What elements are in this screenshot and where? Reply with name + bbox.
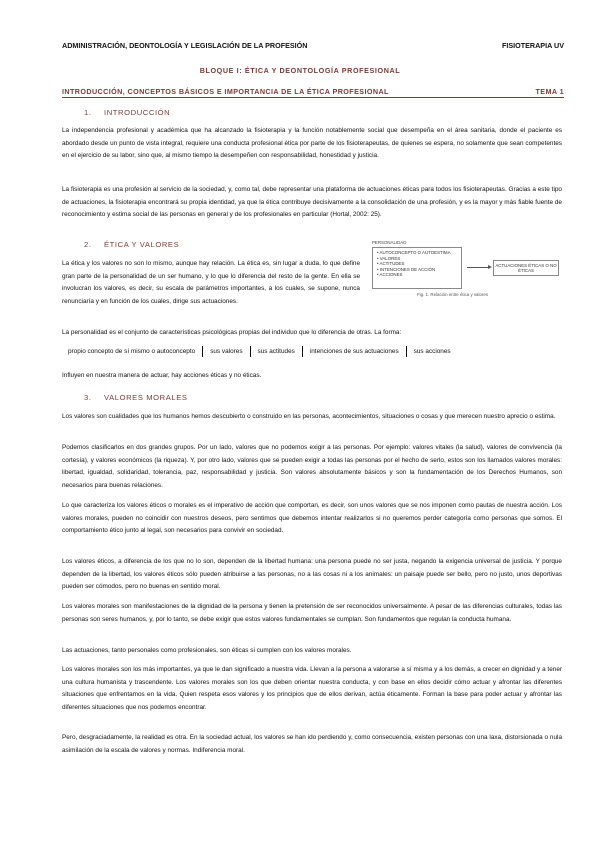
topic-number: TEMA 1	[535, 87, 564, 96]
paragraph: La fisioterapia es una profesión al servicio de la sociedad, y, como tal, debe representar una plataforma de actuaciones éticas para todos los fisioterapeutas. Gracias a este tipo de actuaciones, la fisioterapia encontrará su propia identidad, ya que la ética contribuye decisivamente a la consolidación de una profesión, y es la mayor y más fiable fuente de reconocimiento y estima social de las personas en general y de los profesionales en particular (Hortal, 2002: 25).	[62, 186, 562, 218]
personality-traits-row	[68, 346, 562, 357]
block-title: BLOQUE I: ÉTICA Y DEONTOLOGÍA PROFESIONAL	[199, 66, 401, 75]
paragraph: Podemos clasificarlos en dos grandes grupos. Por un lado, valores que no podemos exigir a las personas. Por ejemplo: valores vitales (la salud), valores de convivencia (la cortesía), y valores económicos (la riqueza). Y, por otro lado, valores que se pueden exigir a todas las personas por el hecho de serlo, estos son los llamados valores morales: libertad, igualdad, solidaridad, tolerancia, paz, responsabilidad y justicia. Son valores absolutamente básicos y son la fundamentación de los Derechos Humanos, son necesarios para buenas relaciones.	[62, 444, 562, 489]
figure-item: • INTENCIONES DE ACCIÓN	[377, 267, 457, 273]
trait-item: sus valores	[203, 346, 250, 357]
figure-item: • ACTITUDES	[377, 261, 457, 267]
paragraph: Los valores morales son manifestaciones de la dignidad de la persona y tienen la pretensión de ser reconocidos universalmente. A pesar de las diferencias culturales, todas las personas son seres humanos, y, por lo tanto, se debe exigir que estos valores fundamentales se cumplan. Son fundamentos que regulan la conducta humana.	[62, 603, 562, 623]
trait-item: propio concepto de sí mismo o autoconcepto	[68, 346, 203, 357]
paragraph: Influyen en nuestra manera de actuar, hay acciones éticas y no éticas.	[62, 372, 262, 379]
paragraph: Las actuaciones, tanto personales como profesionales, son éticas si cumplen con los valores morales.	[62, 647, 352, 654]
paragraph: La personalidad es el conjunto de características psicológicas propias del individuo que lo diferencia de otras. La forma:	[62, 329, 402, 336]
topic-title-row	[62, 87, 564, 98]
section-heading-3: 3. VALORES MORALES	[84, 393, 188, 402]
topic-title: INTRODUCCIÓN, CONCEPTOS BÁSICOS E IMPORTANCIA DE LA ÉTICA PROFESIONAL	[62, 87, 389, 96]
figure-personality-label: PERSONALIDAD	[372, 240, 407, 245]
personality-box	[372, 247, 462, 289]
arrow-right-icon	[467, 267, 489, 268]
actions-box: ACTUACIONES ÉTICAS O NO ÉTICAS	[493, 260, 559, 276]
paragraph: Los valores éticos, a diferencia de los que no lo son, dependen de la libertad humana: una persona puede no ser justa, negando la exigencia universal de justicia. Y porque dependen de la libertad, los valores éticos sólo pueden atribuirse a las personas, no a las cosas ni a los animales: un paisaje puede ser bello, pero no justo, unos deportivas pueden ser cómodos, pero no buenas en sentido moral.	[62, 558, 562, 590]
ethics-values-figure	[372, 240, 562, 302]
trait-item: sus acciones	[413, 348, 451, 355]
header-course-title: ADMINISTRACIÓN, DEONTOLOGÍA Y LEGISLACIÓN DE LA PROFESIÓN	[62, 41, 308, 50]
figure-item: • ACCIONES	[377, 272, 457, 278]
trait-item: intenciones de sus actuaciones	[303, 346, 407, 357]
section-heading-1: 1. INTRODUCCIÓN	[84, 108, 171, 117]
figure-caption: Fig. 1. Relación entre ética y valores	[417, 292, 489, 297]
paragraph: La independencia profesional y académica que ha alcanzado la fisioterapia y la función notablemente social que desempeña en el área sanitaria, donde el paciente es abordado desde un punto de vista integral, requiere una conducta profesional ética por parte de los fisioterapeutas, de quienes se espera, no solamente que sean competentes en el ejercicio de su labor, sino que, al mismo tiempo la desempeñen con responsabilidad, honestidad y justicia.	[62, 127, 562, 159]
paragraph: Lo que caracteriza los valores éticos o morales es el imperativo de acción que comportan, es decir, son unos valores que se nos imponen como pautas de nuestra acción. Los valores morales, pueden no coincidir con nuestros deseos, pero sentimos que debemos intentar realizarlos si no queremos perder categoría como personas que somos. El comportamiento ético junto al legal, son necesarios para convivir en sociedad.	[62, 502, 562, 534]
paragraph: Los valores son cualidades que los humanos hemos descubierto o construido en las personas, acontecimientos, situaciones o cosas y que merecen nuestro aprecio o estima.	[62, 413, 556, 420]
page-header	[62, 41, 564, 50]
paragraph: Pero, desgraciadamente, la realidad es otra. En la sociedad actual, los valores se han ido perdiendo y, como consecuencia, existen personas con una laxa, distorsionada o nula asimilación de la escala de valores y normas. Indiferencia moral.	[62, 734, 562, 754]
figure-item: • VALORES	[377, 256, 457, 262]
trait-item: sus actitudes	[251, 346, 303, 357]
paragraph: La ética y los valores no son lo mismo, aunque hay relación. La ética es, sin lugar a duda, lo que define gran parte de la personalidad de un ser humano, y lo que lo diferencia del resto de la gente. En ella se involucran los valores, es decir, su escala de parámetros importantes, a los cuales, se supone, nunca renunciaría y en función de los cuales, dirige sus actuaciones.	[62, 260, 360, 305]
paragraph: Los valores morales son los más importantes, ya que le dan significado a nuestra vida. Llevan a la persona a valorarse a sí misma y a los demás, a crecer en dignidad y a tener una cultura humanista y trascendente. Los valores morales son los que deben orientar nuestra conducta, y con base en ellos decidir cómo actuar y afrontar las diferentes situaciones que enfrentamos en la vida. Quien respeta esos valores y los principios que de ellos derivan, actúa éticamente. Forman la base para poder actuar y afrontar las diferentes situaciones que nos podemos encontrar.	[62, 666, 562, 711]
section-heading-2: 2. ÉTICA Y VALORES	[84, 240, 180, 249]
header-degree: FISIOTERAPIA UV	[501, 41, 564, 50]
figure-item: • AUTOCONCEPTO O AUTOESTIMA	[377, 250, 457, 256]
